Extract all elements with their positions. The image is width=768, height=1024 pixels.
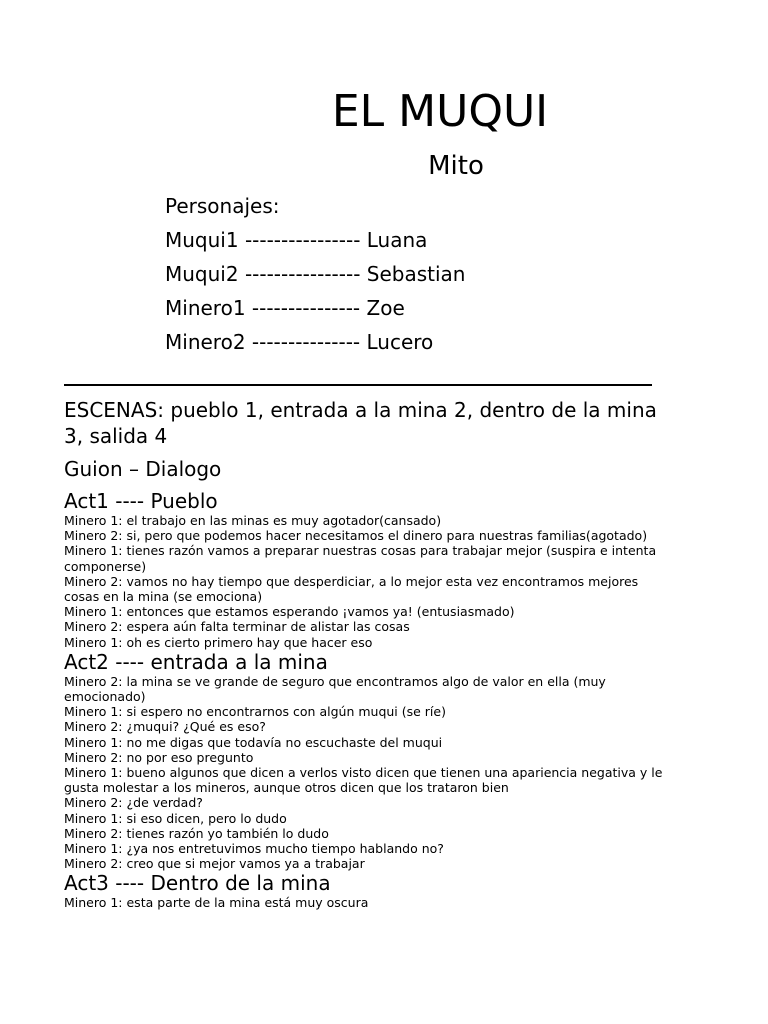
cast-heading: Personajes: [165, 194, 280, 218]
document-title: EL MUQUI [331, 86, 549, 137]
dialogue-line: Minero 2: tienes razón yo también lo dudo [64, 825, 329, 841]
act-heading: Act2 ---- entrada a la mina [64, 649, 328, 674]
dialogue-line: Minero 1: si espero no encontrarnos con algún muqui (se ríe) [64, 704, 446, 720]
dialogue-line: Minero 1: esta parte de la mina está muy oscura [64, 895, 369, 911]
dialogue-line: Minero 2: espera aún falta terminar de alistar las cosas [64, 619, 410, 635]
dialogue-line: Minero 1: bueno algunos que dicen a verlos visto dicen que tienen una apariencia negativa y le gusta molestar a los mineros, aunque otros dicen que los trataron bien [64, 765, 663, 796]
scenes-line: ESCENAS: pueblo 1, entrada a la mina 2, dentro de la mina 3, salida 4 [64, 398, 657, 448]
dialogue-line: Minero 2: ¿de verdad? [64, 795, 203, 811]
document-subtitle: Mito [428, 151, 484, 181]
cast-row: Muqui2 ---------------- Sebastian [165, 262, 466, 286]
act-3 [64, 871, 664, 910]
dialogue-line: Minero 2: la mina se ve grande de seguro que encontramos algo de valor en ella (muy emocionado) [64, 673, 606, 705]
dialogue-line: Minero 1: entonces que estamos esperando ¡vamos ya! (entusiasmado) [64, 604, 515, 620]
dialogue-line: Minero 1: tienes razón vamos a preparar nuestras cosas para trabajar mejor (suspira e intenta componerse) [64, 543, 657, 574]
dialogue-line: Minero 2: no por eso pregunto [64, 749, 254, 765]
horizontal-rule [64, 384, 652, 386]
act-heading: Act1 ---- Pueblo [64, 489, 218, 513]
script-body [64, 397, 664, 911]
act-2 [64, 650, 664, 872]
guion-heading: Guion – Dialogo [64, 457, 222, 481]
cast-row: Minero2 --------------- Lucero [165, 330, 434, 354]
dialogue-line: Minero 2: si, pero que podemos hacer necesitamos el dinero para nuestras familias(agotado) [64, 528, 648, 544]
dialogue-line: Minero 1: ¿ya nos entretuvimos mucho tiempo hablando no? [64, 841, 444, 857]
dialogue-line: Minero 1: oh es cierto primero hay que hacer eso [64, 634, 373, 650]
act-heading: Act3 ---- Dentro de la mina [64, 871, 331, 896]
dialogue-line: Minero 1: si eso dicen, pero lo dudo [64, 810, 287, 826]
cast-row: Minero1 --------------- Zoe [165, 296, 405, 320]
cast-row: Muqui1 ---------------- Luana [165, 228, 428, 252]
act-1 [64, 489, 664, 650]
cast-list [165, 193, 465, 363]
dialogue-line: Minero 2: vamos no hay tiempo que desperdiciar, a lo mejor esta vez encontramos mejores cosas en la mina (se emociona) [64, 573, 639, 605]
dialogue-line: Minero 1: no me digas que todavía no escuchaste del muqui [64, 734, 443, 750]
dialogue-line: Minero 1: el trabajo en las minas es muy agotador(cansado) [64, 513, 442, 528]
dialogue-line: Minero 2: ¿muqui? ¿Qué es eso? [64, 719, 266, 735]
dialogue-line: Minero 2: creo que si mejor vamos ya a trabajar [64, 856, 365, 872]
